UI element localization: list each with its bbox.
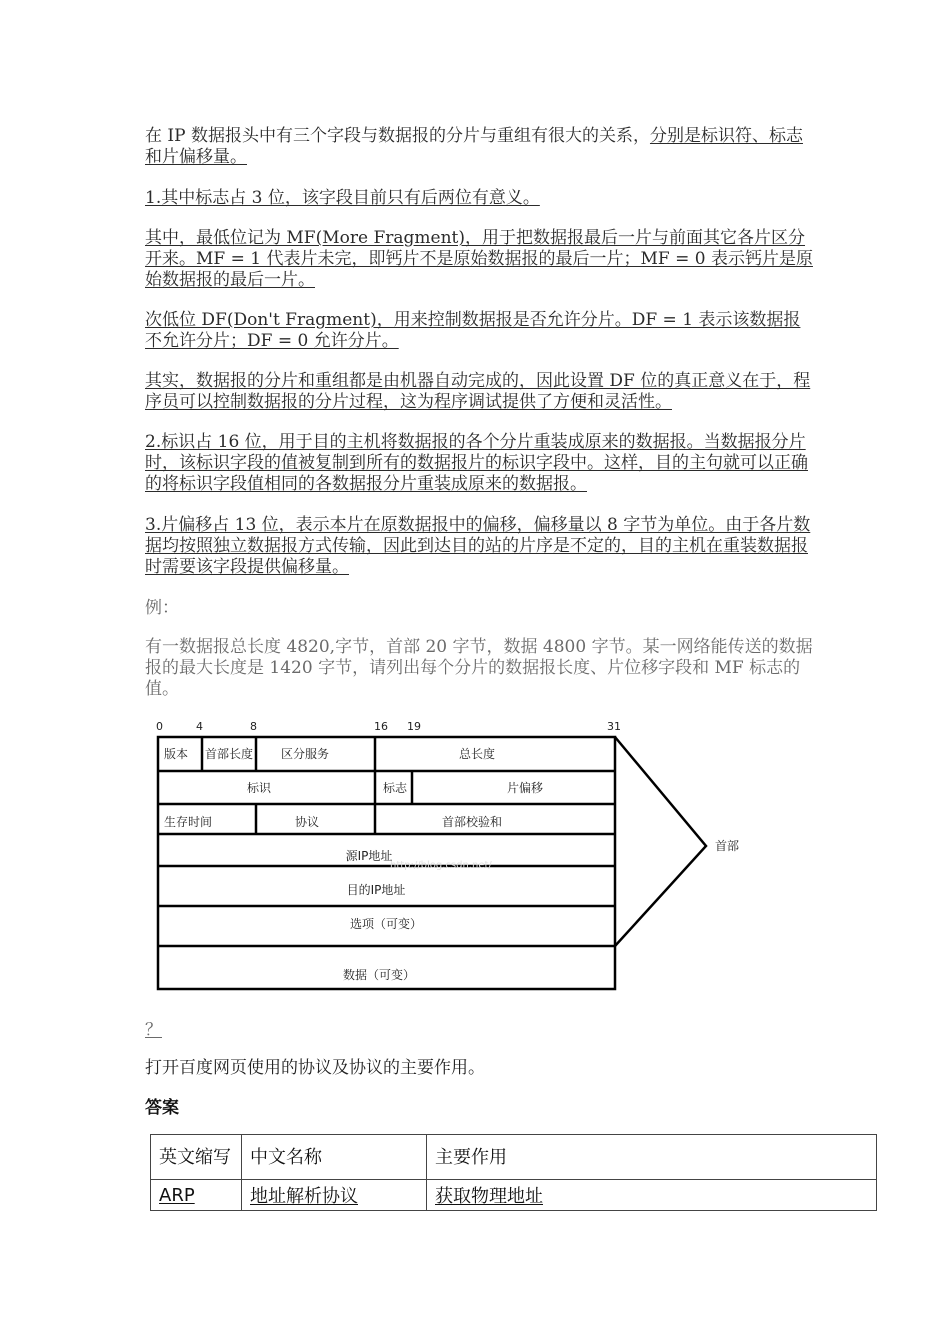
question-text: 打开百度网页使用的协议及协议的主要作用。 — [145, 1058, 485, 1078]
bit-label: 4 — [196, 720, 203, 733]
bit-label: 8 — [250, 720, 257, 733]
intro-paragraph — [145, 126, 813, 168]
example-text: 有一数据报总长度 4820,字节，首部 20 字节，数据 4800 字节。某一网络能传送的数据报的最大长度是 1420 字节，请列出每个分片的数据报长度、片位移字段和 MF 标志的值。 — [145, 637, 813, 699]
df-paragraph: 次低位 DF(Don't Fragment)，用来控制数据报是否允许分片。DF = 1 表示该数据报不允许分片；DF = 0 允许分片。 — [145, 310, 801, 351]
answer-title: 答案 — [145, 1098, 179, 1118]
field-protocol: 协议 — [294, 815, 320, 829]
header-bracket — [615, 737, 706, 946]
intro-text: 在 IP 数据报头中有三个字段与数据报的分片与重组有很大的关系， — [145, 126, 650, 146]
diagram-watermark: http://blog.csdn.net/ — [390, 860, 492, 871]
identification-paragraph: 2.标识占 16 位，用于目的主机将数据报的各个分片重装成原来的数据报。当数据报分片时，该标识字段的值被复制到所有的数据报片的标识字段中。这样，目的主句就可以正确的将标识字段值相同的各数据报分片重装成原来的数据报。 — [145, 432, 808, 494]
field-tos: 区分服务 — [281, 747, 330, 761]
offset-paragraph: 3.片偏移占 13 位，表示本片在原数据报中的偏移，偏移量以 8 字节为单位。由于各片数据均按照独立数据报方式传输，因此到达目的站的片序是不定的，目的主机在重装数据报时需要该字段提供偏移量。 — [145, 515, 811, 577]
bit-label: 16 — [374, 720, 388, 733]
flags-title: 1.其中标志占 3 位，该字段目前只有后两位有意义。 — [145, 188, 540, 208]
field-ttl: 生存时间 — [164, 815, 213, 829]
question-mark: ？ — [145, 1020, 162, 1040]
protocol-table — [150, 1134, 877, 1211]
field-fragment-offset: 片偏移 — [506, 781, 544, 795]
field-header-length: 首部长度 — [205, 747, 254, 761]
bit-label: 31 — [607, 720, 621, 733]
bit-label: 0 — [156, 720, 163, 733]
header-abbr: 英文缩写 — [151, 1135, 242, 1180]
header-frame — [158, 737, 615, 989]
ip-header-diagram — [145, 716, 805, 996]
field-identification: 标识 — [246, 781, 272, 795]
field-checksum: 首部校验和 — [441, 815, 503, 829]
bit-label: 19 — [407, 720, 421, 733]
field-total-length: 总长度 — [458, 747, 496, 761]
field-dest-ip: 目的IP地址 — [346, 883, 406, 897]
cell-chinese-name: 地址解析协议 — [242, 1180, 427, 1211]
table-header-row — [151, 1135, 877, 1180]
header-purpose: 主要作用 — [427, 1135, 877, 1180]
header-chinese-name: 中文名称 — [242, 1135, 427, 1180]
intro-fields-text: 分别是标识符、标志和片偏移量。 — [145, 126, 803, 167]
example-label: 例： — [145, 598, 179, 618]
mf-paragraph: 其中，最低位记为 MF(More Fragment)，用于把数据报最后一片与前面其它各片区分开来。MF = 1 代表片未完，即钙片不是原始数据报的最后一片；MF = 0 表示钙片是原始数据报的最后一片。 — [145, 228, 813, 290]
cell-purpose: 获取物理地址 — [427, 1180, 877, 1211]
table-row — [151, 1180, 877, 1211]
cell-abbr: ARP — [151, 1180, 242, 1211]
field-flags: 标志 — [383, 781, 408, 795]
field-options: 选项（可变） — [349, 917, 423, 931]
header-label: 首部 — [715, 839, 740, 853]
field-source-ip: 源IP地址 — [345, 849, 393, 863]
field-data: 数据（可变） — [342, 968, 416, 982]
reassembly-paragraph: 其实，数据报的分片和重组都是由机器自动完成的，因此设置 DF 位的真正意义在于，程序员可以控制数据报的分片过程，这为程序调试提供了方便和灵活性。 — [145, 371, 811, 412]
field-version: 版本 — [164, 747, 189, 761]
